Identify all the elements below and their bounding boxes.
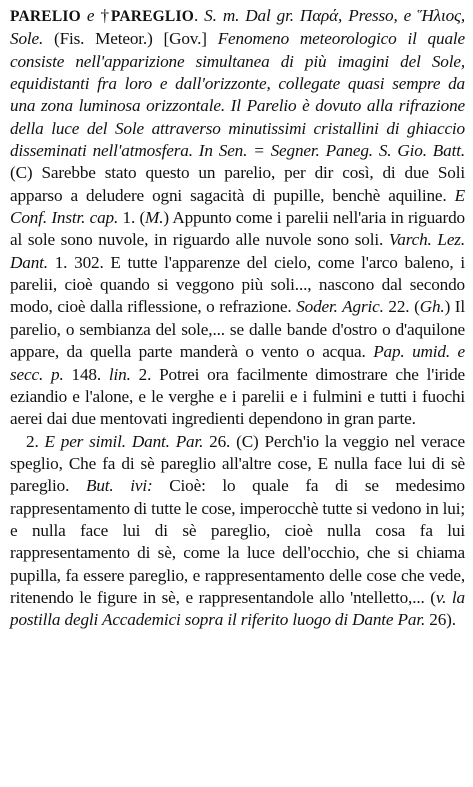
source-citation: Soder. Agric. <box>296 297 384 317</box>
quotation-text: ) Il parelio, o sembianza del sole,... se dalle bande d'ostro o d'aquilone appare, da quella parte manderà o vento o acqua. <box>10 297 466 362</box>
grammar-etymology: S. m. Dal gr. Παρά, Presso, e Ἥλιος, Sole. <box>10 6 465 49</box>
source-citation: E Conf. Instr. cap. <box>10 185 465 228</box>
dagger-mark: † <box>100 6 111 25</box>
sense-number: 2. <box>26 431 45 451</box>
field-label: (Fis. Meteor.) [Gov.] <box>43 29 218 49</box>
quotation-text: (C) Sarebbe stato questo un parelio, per dir così, di due Soli apparso a deludere ogni sagacità di pupille, benchè aquiline. <box>10 163 465 205</box>
source-citation: Varch. Lez. Dant. <box>10 230 465 272</box>
text-segment: 1. ( <box>118 208 146 228</box>
source-citation: But. ivi: <box>85 476 153 496</box>
quotation-text: 2. Potrei ora facilmente dimostrare che l'iride eziandio e l'alone, e le verghe e i parelii e i fulmini e tutti i fuochi aerei dai due mentovati ingredienti dependono in gran parte. <box>10 364 465 429</box>
text-segment: 22. ( <box>383 297 420 317</box>
source-citation: Pap. umid. e secc. p. <box>10 342 465 384</box>
source-citation: lin. <box>108 364 131 384</box>
quotation-text: ) Appunto come i parelii nell'aria in riguardo al sole sono nuvole, in riguardo alle nuvole sono soli. <box>10 208 465 250</box>
entry-paragraph <box>10 5 465 431</box>
text-segment: 26). <box>425 610 456 630</box>
editorial-note: v. la postilla degli Accademici sopra il riferito luogo di Dante Par. <box>10 587 465 630</box>
headword-parelio: PARELIO <box>10 8 81 25</box>
source-citation: Gh. <box>419 297 445 317</box>
conjunction: e <box>80 6 101 25</box>
commentary-text: Cioè: lo quale fa di se medesimo rappresentamento di tutte le cose, imperocchè tutte si vedono in lui; e nulla face lui di sè pareglio, cioè nulla cosa fa lui rappresentamento di sè, come la luce dell'occhio, che si chiama pupilla, fa essere pareglio, e rappresentamento delle cose che vede, ritenendo le figure in sè, e rappresentandole allo 'ntelletto,... ( <box>10 476 466 607</box>
text-segment: 148. <box>63 364 109 384</box>
text-segment: . <box>193 6 205 25</box>
headword-pareglio: PAREGLIO <box>110 8 194 25</box>
quotation-text: 1. 302. E tutte l'apparenze del cielo, come l'arco baleno, i parelii, cioè quando si veggono più soli..., nascono dal secondo modo, cioè dalla riflessione, o refrazione. <box>10 252 465 317</box>
source-citation: M. <box>145 208 164 228</box>
source-citation: In Sen. = Segner. Paneg. S. Gio. Batt. <box>198 141 466 161</box>
sense-2-paragraph <box>10 431 465 632</box>
sense-label: E per simil. Dant. Par. <box>44 431 204 451</box>
quotation-text: 26. (C) Perch'io la veggio nel verace speglio, Che fa di sè pareglio all'altre cose, E nulla face lui di sè pareglio. <box>10 431 465 496</box>
definition-text: Fenomeno meteorologico il quale consiste nell'apparizione simultanea di più imagini del Sole, equidistanti fra loro e dall'orizzonte, collegate quasi sempre da una zona luminosa orizzontale. Il Parelio è dovuto alla rifrazione della luce del Sole attraverso minutissimi cristallini di ghiaccio disseminati nell'atmosfera. <box>10 29 465 161</box>
